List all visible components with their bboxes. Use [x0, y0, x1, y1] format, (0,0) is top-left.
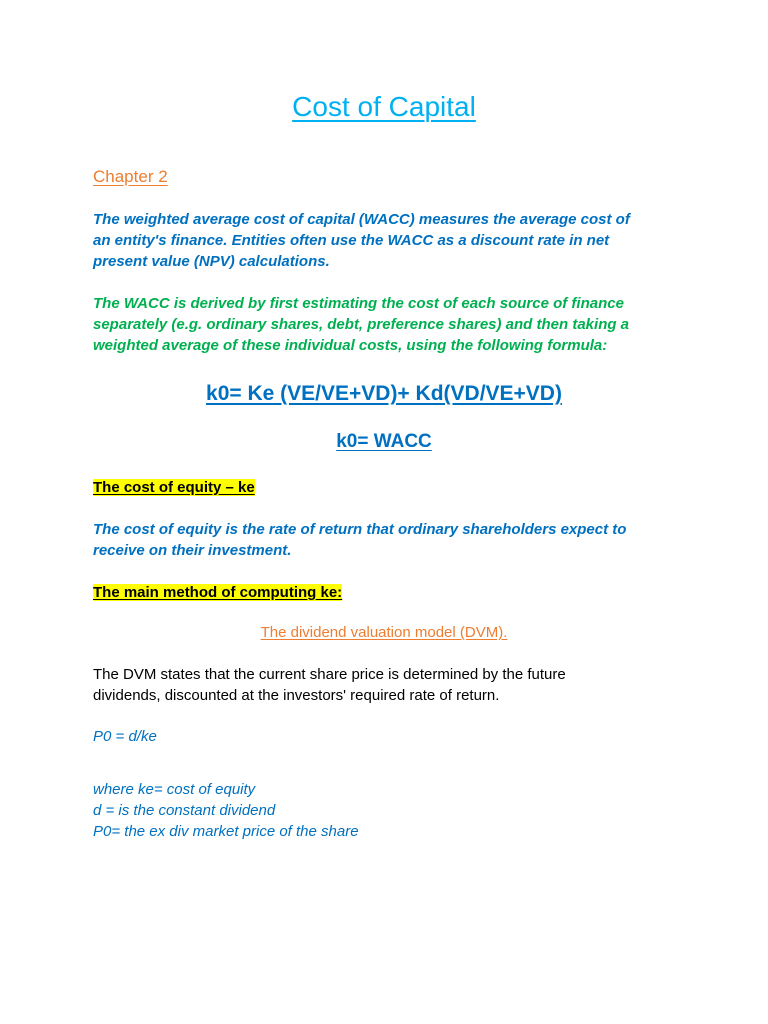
cost-of-equity-line: The cost of equity is the rate of return that ordinary shareholders expect to	[93, 521, 627, 538]
cost-of-equity-line: receive on their investment.	[93, 542, 292, 559]
dvm-formula: P0 = d/ke	[93, 728, 157, 745]
dvm-text-line: dividends, discounted at the investors' required rate of return.	[93, 687, 500, 704]
cost-of-equity-heading	[93, 477, 255, 498]
intro-line: The weighted average cost of capital (WACC) measures the average cost of	[93, 211, 630, 228]
dvm-heading: The dividend valuation model (DVM).	[260, 624, 508, 641]
page-title: Cost of Capital	[292, 91, 476, 122]
chapter-heading: Chapter 2	[93, 167, 168, 186]
cost-of-equity-heading-text: The cost of equity – ke	[93, 479, 255, 496]
derivation-line: weighted average of these individual costs, using the following formula:	[93, 337, 608, 354]
intro-line: present value (NPV) calculations.	[93, 253, 330, 270]
dvm-text-line: The DVM states that the current share price is determined by the future	[93, 666, 566, 683]
where-line: where ke= cost of equity	[93, 781, 256, 798]
main-method-heading-text: The main method of computing ke:	[93, 584, 343, 601]
derivation-line: The WACC is derived by first estimating the cost of each source of finance	[93, 295, 624, 312]
main-method-heading	[93, 582, 342, 603]
wacc-formula: k0= Ke (VE/VE+VD)+ Kd(VD/VE+VD)	[206, 382, 562, 405]
derivation-line: separately (e.g. ordinary shares, debt, preference shares) and then taking a	[93, 316, 630, 333]
where-line: d = is the constant dividend	[93, 802, 276, 819]
wacc-definition: k0= WACC	[336, 431, 432, 452]
intro-line: an entity's finance. Entities often use the WACC as a discount rate in net	[93, 232, 610, 249]
where-line: P0= the ex div market price of the share	[93, 823, 359, 840]
